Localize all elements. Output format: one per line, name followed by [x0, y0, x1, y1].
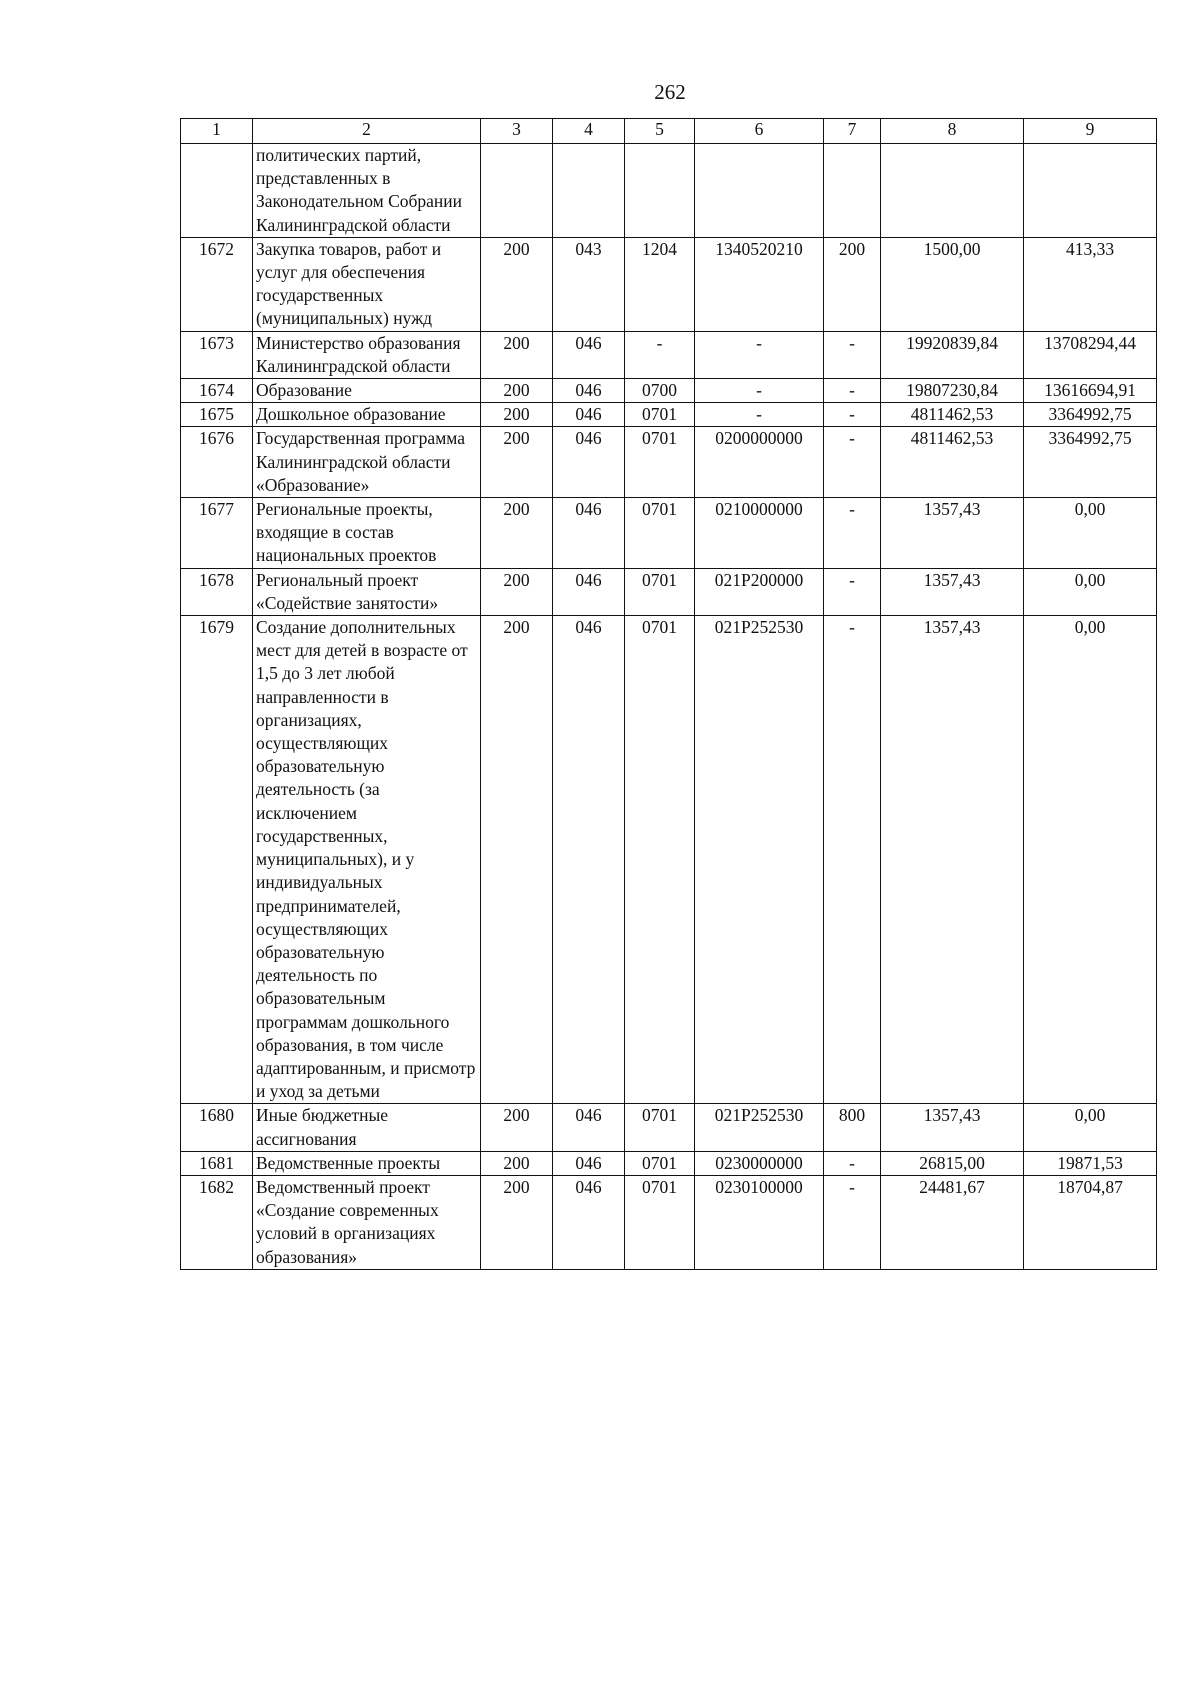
table-row — [181, 403, 1157, 427]
amount-actual-cell: 18704,87 — [1024, 1175, 1157, 1269]
table-row — [181, 1104, 1157, 1151]
name-cell: Дошкольное образование — [253, 403, 481, 427]
code-4-cell: 046 — [553, 331, 625, 378]
name-cell: Министерство образования Калининградской области — [253, 331, 481, 378]
amount-actual-cell: 3364992,75 — [1024, 427, 1157, 498]
amount-plan-cell: 19920839,84 — [881, 331, 1024, 378]
name-cell: Ведомственный проект «Создание современных условий в организациях образования» — [253, 1175, 481, 1269]
expense-type-cell: 200 — [824, 237, 881, 331]
target-article-cell: 0230000000 — [695, 1151, 824, 1175]
amount-plan-cell: 1357,43 — [881, 616, 1024, 1104]
expense-type-cell: 800 — [824, 1104, 881, 1151]
row-number-cell: 1680 — [181, 1104, 253, 1151]
code-3-cell: 200 — [481, 1104, 553, 1151]
code-4-cell: 043 — [553, 237, 625, 331]
code-4-cell: 046 — [553, 379, 625, 403]
expense-type-cell — [824, 144, 881, 238]
code-3-cell: 200 — [481, 568, 553, 615]
amount-actual-cell — [1024, 144, 1157, 238]
column-header: 6 — [695, 119, 824, 144]
table-row — [181, 427, 1157, 498]
table-row — [181, 1175, 1157, 1269]
amount-plan-cell: 1357,43 — [881, 498, 1024, 569]
amount-actual-cell: 0,00 — [1024, 568, 1157, 615]
amount-actual-cell: 0,00 — [1024, 616, 1157, 1104]
name-cell: Региональный проект «Содействие занятости» — [253, 568, 481, 615]
row-number-cell — [181, 144, 253, 238]
amount-actual-cell: 413,33 — [1024, 237, 1157, 331]
target-article-cell: - — [695, 403, 824, 427]
page-number: 262 — [654, 80, 686, 104]
code-4-cell — [553, 144, 625, 238]
table-row — [181, 237, 1157, 331]
name-cell: Ведомственные проекты — [253, 1151, 481, 1175]
code-3-cell — [481, 144, 553, 238]
section-code-cell: 0701 — [625, 1151, 695, 1175]
table-row — [181, 144, 1157, 238]
target-article-cell: 021P252530 — [695, 616, 824, 1104]
code-4-cell: 046 — [553, 427, 625, 498]
section-code-cell: 0701 — [625, 498, 695, 569]
code-3-cell: 200 — [481, 427, 553, 498]
table-row — [181, 616, 1157, 1104]
name-cell: Иные бюджетные ассигнования — [253, 1104, 481, 1151]
amount-plan-cell — [881, 144, 1024, 238]
name-cell: Создание дополнительных мест для детей в возрасте от 1,5 до 3 лет любой направленности в организациях, осуществляющих образовательную деятельность (за исключением государственных, муниципальных), и у индивидуальных предпринимателей, осуществляющих образовательную деятельность по образовательным программам дошкольного образования, в том числе адаптированным, и присмотр и уход за детьми — [253, 616, 481, 1104]
amount-actual-cell: 0,00 — [1024, 1104, 1157, 1151]
name-cell: политических партий, представленных в Законодательном Собрании Калининградской области — [253, 144, 481, 238]
expense-type-cell: - — [824, 1175, 881, 1269]
target-article-cell — [695, 144, 824, 238]
amount-plan-cell: 4811462,53 — [881, 403, 1024, 427]
amount-actual-cell: 0,00 — [1024, 498, 1157, 569]
section-code-cell: 0701 — [625, 403, 695, 427]
column-header: 4 — [553, 119, 625, 144]
column-header: 9 — [1024, 119, 1157, 144]
target-article-cell: 0230100000 — [695, 1175, 824, 1269]
name-cell: Государственная программа Калининградской области «Образование» — [253, 427, 481, 498]
row-number-cell: 1682 — [181, 1175, 253, 1269]
amount-actual-cell: 3364992,75 — [1024, 403, 1157, 427]
section-code-cell: 0701 — [625, 616, 695, 1104]
row-number-cell: 1674 — [181, 379, 253, 403]
amount-plan-cell: 4811462,53 — [881, 427, 1024, 498]
row-number-cell: 1678 — [181, 568, 253, 615]
row-number-cell: 1673 — [181, 331, 253, 378]
amount-plan-cell: 24481,67 — [881, 1175, 1024, 1269]
target-article-cell: - — [695, 379, 824, 403]
code-4-cell: 046 — [553, 1175, 625, 1269]
amount-actual-cell: 13616694,91 — [1024, 379, 1157, 403]
code-4-cell: 046 — [553, 616, 625, 1104]
target-article-cell: 1340520210 — [695, 237, 824, 331]
code-3-cell: 200 — [481, 1151, 553, 1175]
amount-actual-cell: 19871,53 — [1024, 1151, 1157, 1175]
target-article-cell: 0200000000 — [695, 427, 824, 498]
column-number-row — [181, 119, 1157, 144]
column-header: 8 — [881, 119, 1024, 144]
section-code-cell: 1204 — [625, 237, 695, 331]
section-code-cell: 0701 — [625, 1104, 695, 1151]
code-4-cell: 046 — [553, 403, 625, 427]
budget-table — [180, 118, 1157, 1270]
amount-plan-cell: 1357,43 — [881, 1104, 1024, 1151]
row-number-cell: 1672 — [181, 237, 253, 331]
name-cell: Региональные проекты, входящие в состав национальных проектов — [253, 498, 481, 569]
table-row — [181, 498, 1157, 569]
table-row — [181, 331, 1157, 378]
column-header: 3 — [481, 119, 553, 144]
section-code-cell: 0701 — [625, 1175, 695, 1269]
table-row — [181, 568, 1157, 615]
amount-actual-cell: 13708294,44 — [1024, 331, 1157, 378]
expense-type-cell: - — [824, 1151, 881, 1175]
amount-plan-cell: 19807230,84 — [881, 379, 1024, 403]
expense-type-cell: - — [824, 498, 881, 569]
code-3-cell: 200 — [481, 498, 553, 569]
code-4-cell: 046 — [553, 498, 625, 569]
section-code-cell: - — [625, 331, 695, 378]
code-3-cell: 200 — [481, 237, 553, 331]
section-code-cell: 0701 — [625, 568, 695, 615]
code-3-cell: 200 — [481, 616, 553, 1104]
name-cell: Закупка товаров, работ и услуг для обеспечения государственных (муниципальных) нужд — [253, 237, 481, 331]
table-row — [181, 1151, 1157, 1175]
code-4-cell: 046 — [553, 568, 625, 615]
column-header: 7 — [824, 119, 881, 144]
code-3-cell: 200 — [481, 331, 553, 378]
table-row — [181, 379, 1157, 403]
expense-type-cell: - — [824, 331, 881, 378]
code-3-cell: 200 — [481, 379, 553, 403]
column-header: 1 — [181, 119, 253, 144]
expense-type-cell: - — [824, 379, 881, 403]
row-number-cell: 1675 — [181, 403, 253, 427]
target-article-cell: - — [695, 331, 824, 378]
target-article-cell: 0210000000 — [695, 498, 824, 569]
code-3-cell: 200 — [481, 1175, 553, 1269]
code-4-cell: 046 — [553, 1104, 625, 1151]
target-article-cell: 021P252530 — [695, 1104, 824, 1151]
expense-type-cell: - — [824, 616, 881, 1104]
section-code-cell: 0701 — [625, 427, 695, 498]
expense-type-cell: - — [824, 403, 881, 427]
amount-plan-cell: 1500,00 — [881, 237, 1024, 331]
row-number-cell: 1677 — [181, 498, 253, 569]
expense-type-cell: - — [824, 427, 881, 498]
row-number-cell: 1679 — [181, 616, 253, 1104]
amount-plan-cell: 26815,00 — [881, 1151, 1024, 1175]
column-header: 5 — [625, 119, 695, 144]
column-header: 2 — [253, 119, 481, 144]
code-4-cell: 046 — [553, 1151, 625, 1175]
amount-plan-cell: 1357,43 — [881, 568, 1024, 615]
code-3-cell: 200 — [481, 403, 553, 427]
target-article-cell: 021P200000 — [695, 568, 824, 615]
section-code-cell — [625, 144, 695, 238]
row-number-cell: 1676 — [181, 427, 253, 498]
name-cell: Образование — [253, 379, 481, 403]
section-code-cell: 0700 — [625, 379, 695, 403]
table-body — [181, 144, 1157, 1270]
expense-type-cell: - — [824, 568, 881, 615]
row-number-cell: 1681 — [181, 1151, 253, 1175]
